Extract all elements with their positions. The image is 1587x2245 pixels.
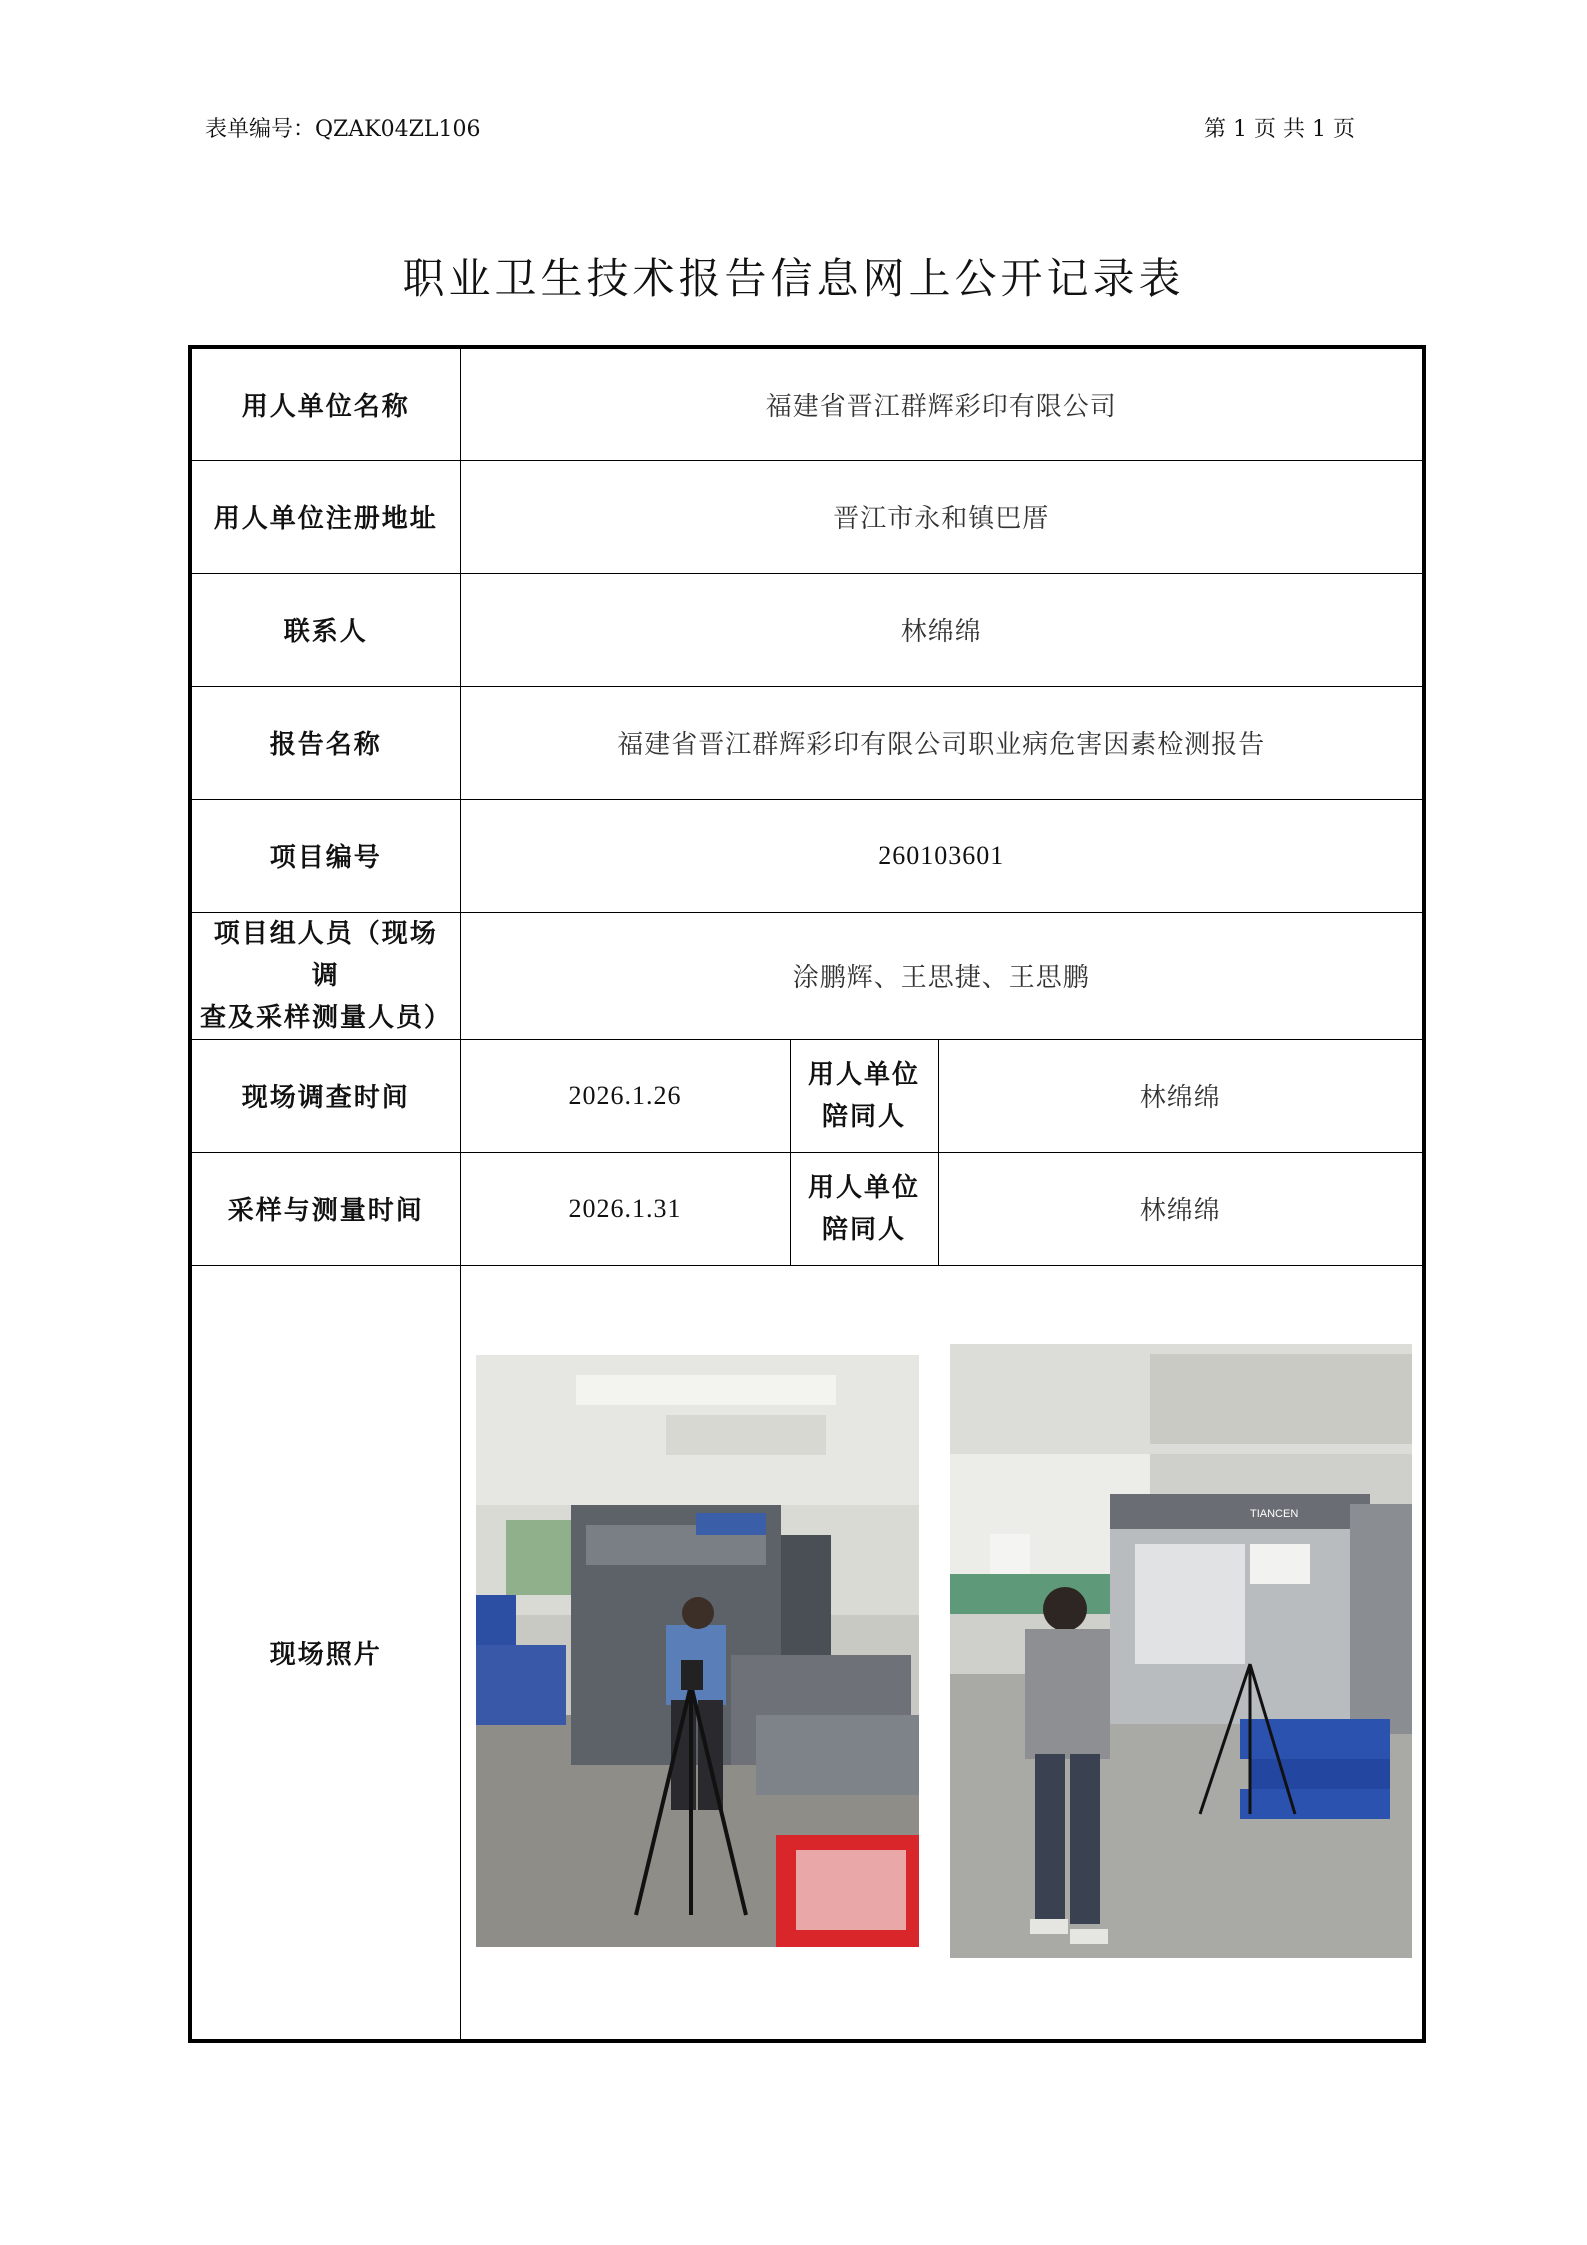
- label-team-line2: 查及采样测量人员）: [200, 1002, 453, 1033]
- row-contact: [190, 573, 1424, 686]
- label-survey-accompany-line1: 用人单位: [807, 1059, 920, 1090]
- label-sampling-time: 采样与测量时间: [190, 1152, 460, 1265]
- form-number: 表单编号：QZAK04ZL106: [205, 117, 481, 142]
- row-sampling-time: [190, 1152, 1424, 1265]
- row-unit-address: [190, 460, 1424, 573]
- site-photo-1: [476, 1355, 919, 1947]
- value-project-number: 260103601: [460, 799, 1424, 912]
- value-unit-name: 福建省晋江群辉彩印有限公司: [460, 347, 1424, 460]
- value-report-name: 福建省晋江群辉彩印有限公司职业病危害因素检测报告: [460, 686, 1424, 799]
- label-sampling-accompany-line2: 陪同人: [821, 1214, 906, 1245]
- value-sampling-accompany: 林绵绵: [938, 1152, 1424, 1265]
- label-project-number: 项目编号: [190, 799, 460, 912]
- value-survey-accompany: 林绵绵: [938, 1039, 1424, 1152]
- label-photos: 现场照片: [190, 1265, 460, 2041]
- label-report-name: 报告名称: [190, 686, 460, 799]
- page-indicator: 第 1 页 共 1 页: [1204, 117, 1355, 142]
- row-survey-time: [190, 1039, 1424, 1152]
- label-sampling-accompany: [790, 1152, 938, 1265]
- label-team: [190, 912, 460, 1039]
- row-team: [190, 912, 1424, 1039]
- value-contact: 林绵绵: [460, 573, 1424, 686]
- label-survey-accompany: [790, 1039, 938, 1152]
- label-survey-time: 现场调查时间: [190, 1039, 460, 1152]
- machine-brand-label: TIANCEN: [1249, 1507, 1298, 1520]
- row-project-number: [190, 799, 1424, 912]
- row-unit-name: [190, 347, 1424, 460]
- page-title: 职业卫生技术报告信息网上公开记录表: [402, 254, 1185, 303]
- label-team-line1: 项目组人员（现场调: [213, 918, 438, 991]
- row-report-name: [190, 686, 1424, 799]
- label-contact: 联系人: [190, 573, 460, 686]
- value-team: 涂鹏辉、王思捷、王思鹏: [460, 912, 1424, 1039]
- photos-cell: [460, 1265, 1424, 2041]
- site-photo-2: [950, 1344, 1412, 1958]
- record-table: [188, 345, 1426, 2043]
- label-unit-name: 用人单位名称: [190, 347, 460, 460]
- label-survey-accompany-line2: 陪同人: [821, 1101, 906, 1132]
- value-unit-address: 晋江市永和镇巴厝: [460, 460, 1424, 573]
- value-survey-date: 2026.1.26: [460, 1039, 790, 1152]
- label-unit-address: 用人单位注册地址: [190, 460, 460, 573]
- row-photos: [190, 1265, 1424, 2041]
- value-sampling-date: 2026.1.31: [460, 1152, 790, 1265]
- label-sampling-accompany-line1: 用人单位: [807, 1172, 920, 1203]
